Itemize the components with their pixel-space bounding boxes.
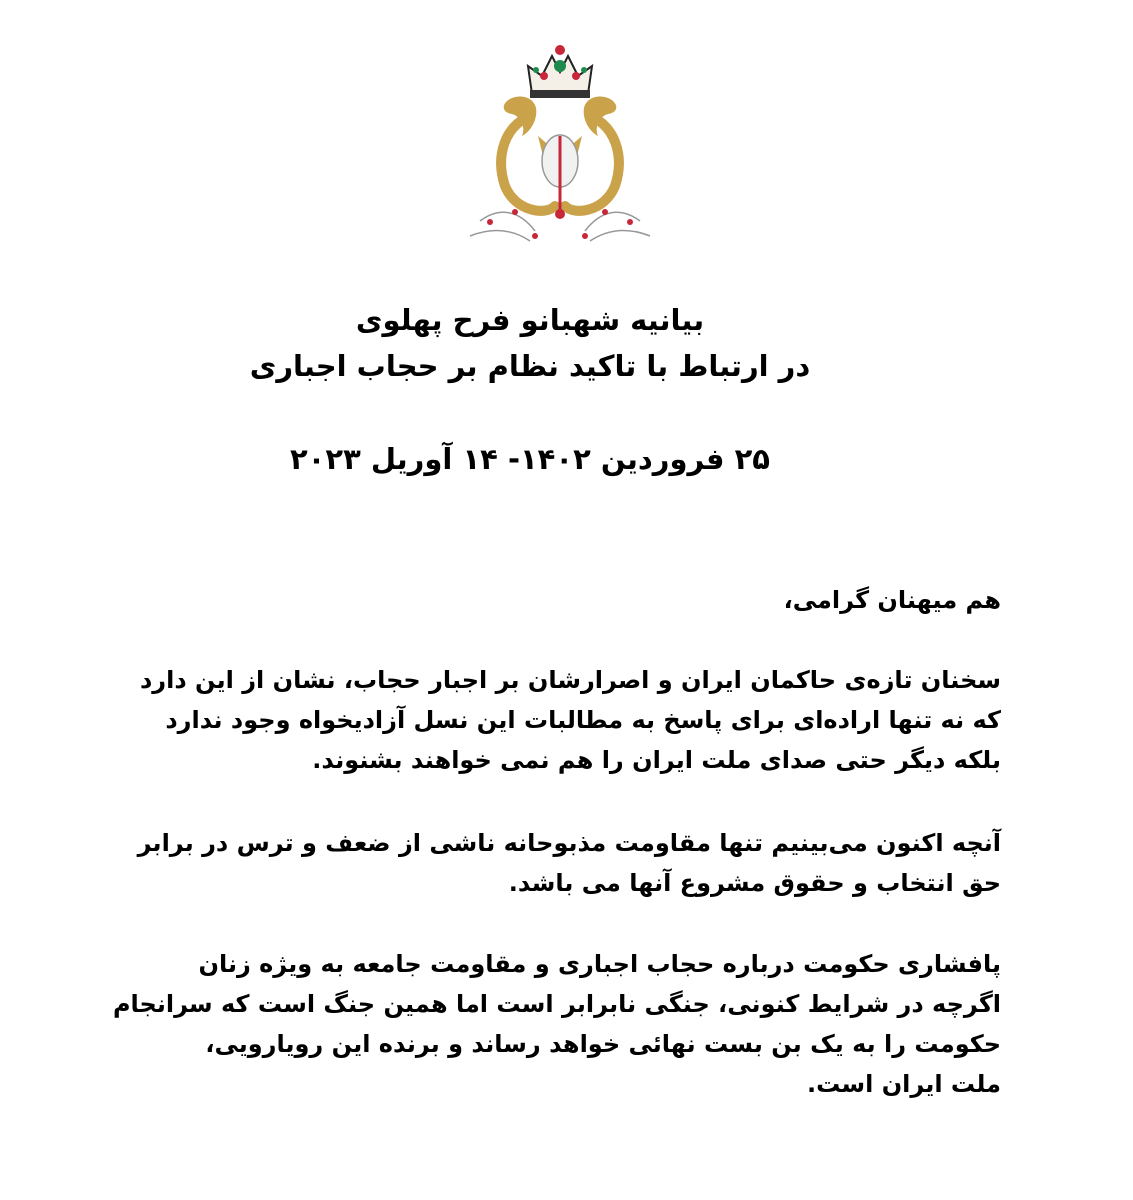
statement-subtitle: در ارتباط با تاکید نظام بر حجاب اجباری [249,349,811,383]
statement-date: ۲۵ فروردین ۱۴۰۲- ۱۴ آوریل ۲۰۲۳ [289,442,771,476]
paragraph-line: اگرچه در شرایط کنونی، جنگی نابرابر است اما همین جنگ است که سرانجام [112,990,1001,1018]
paragraph-line: بلکه دیگر حتی صدای ملت ایران را هم نمی خواهند بشنوند. [312,746,1001,774]
pahlavi-crown-emblem-icon [460,36,660,246]
paragraph-line: ملت ایران است. [806,1070,1001,1098]
paragraph-3 [101,944,1001,1104]
paragraph-line: سخنان تازه‌ی حاکمان ایران و اصرارشان بر اجبار حجاب، نشان از این دارد [139,666,1001,694]
salutation-line: هم میهنان گرامی، [783,586,1001,614]
salutation [101,580,1001,620]
paragraph-line: حق انتخاب و حقوق مشروع آنها می باشد. [508,869,1001,897]
paragraph-2 [101,823,1001,903]
paragraph-1 [101,660,1001,780]
statement-title: بیانیه شهبانو فرح پهلوی [355,303,705,337]
crown-icon [528,45,592,98]
paragraph-line: حکومت را به یک بن بست نهائی خواهد رساند و برنده این رویارویی، [205,1030,1001,1058]
paragraph-line: پافشاری حکومت درباره حجاب اجباری و مقاومت جامعه به ویژه زنان [198,950,1001,978]
paragraph-line: که نه تنها اراده‌ای برای پاسخ به مطالبات این نسل آزادیخواه وجود ندارد [165,706,1001,734]
paragraph-line: آنچه اکنون می‌بینیم تنها مقاومت مذبوحانه ناشی از ضعف و ترس در برابر [137,829,1001,857]
